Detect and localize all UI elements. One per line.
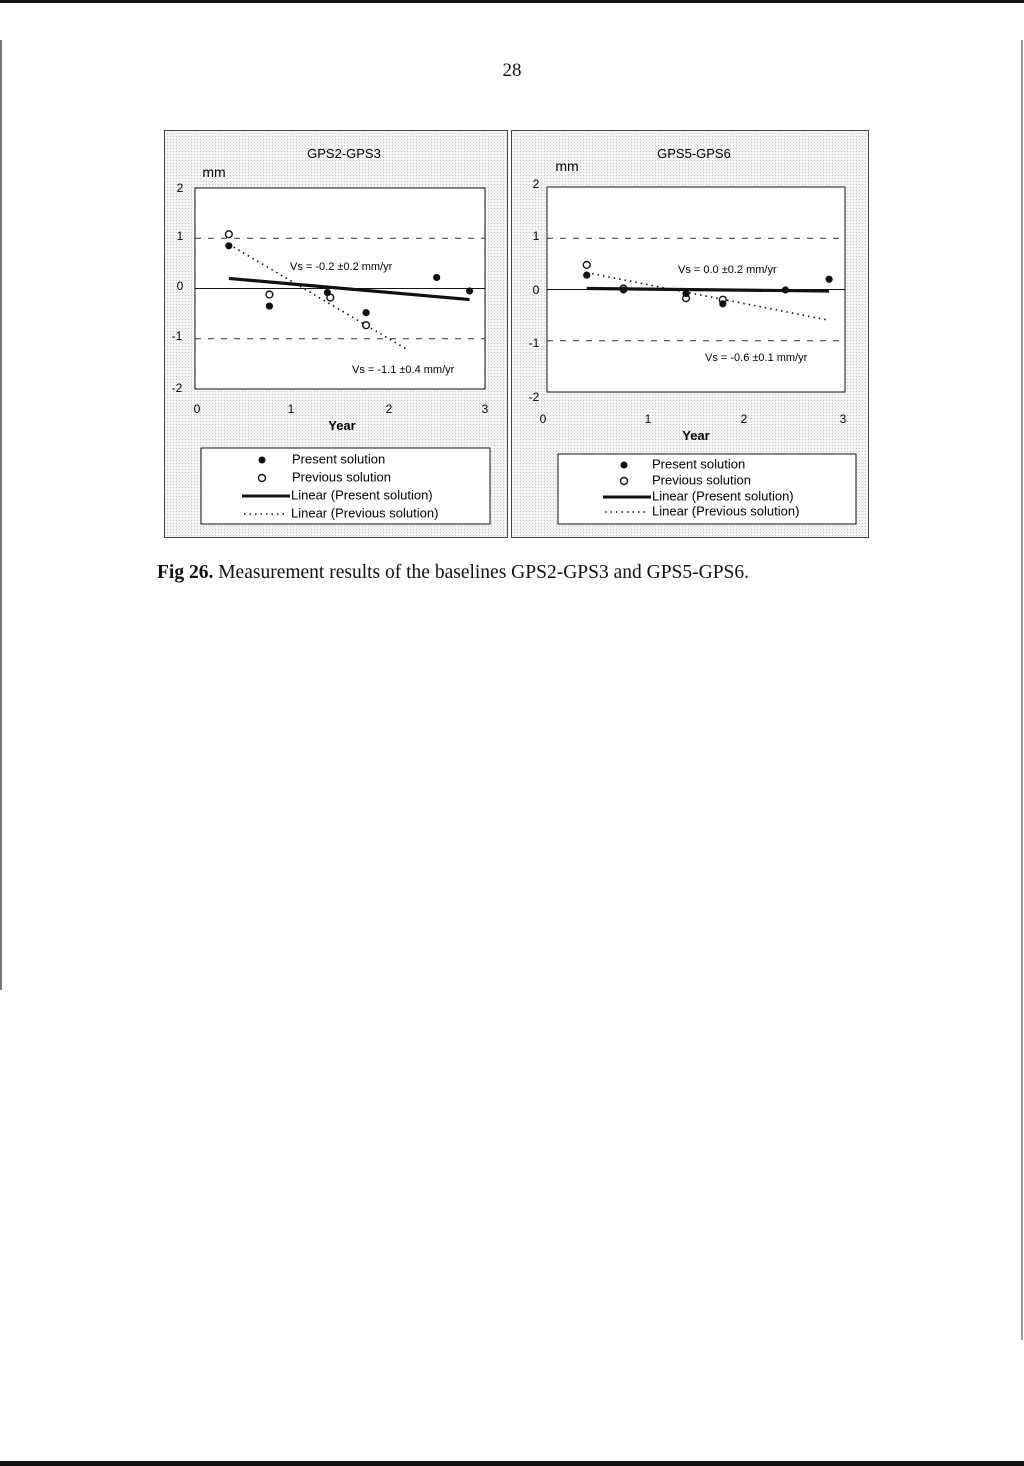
legend-linear-present-label: Linear (Present solution) — [291, 487, 433, 503]
point-previous — [225, 231, 232, 238]
annotation-previous-velocity: Vs = -1.1 ±0.4 mm/yr — [352, 364, 455, 376]
y-tick-label: 0 — [532, 283, 540, 297]
y-axis-label: mm — [202, 164, 226, 180]
x-tick-label: 2 — [740, 412, 748, 426]
point-previous — [583, 262, 590, 269]
point-present — [782, 286, 789, 293]
legend-present-marker — [259, 457, 266, 464]
chart-title: GPS2-GPS3 — [307, 146, 381, 161]
y-tick-label: 2 — [532, 177, 540, 191]
point-present — [225, 242, 232, 249]
legend-present-label: Present solution — [652, 456, 746, 472]
chart-title: GPS5-GPS6 — [657, 146, 731, 161]
legend-previous-label: Previous solution — [652, 472, 751, 488]
point-present — [719, 300, 726, 307]
top-rule — [0, 0, 1024, 3]
y-axis-label: mm — [555, 158, 579, 174]
point-present — [266, 302, 273, 309]
x-tick-label: 1 — [644, 412, 652, 426]
point-present — [583, 272, 590, 279]
y-tick-label: 2 — [176, 181, 184, 195]
point-previous — [266, 291, 273, 298]
legend-present-marker — [621, 462, 628, 469]
y-tick-label: 1 — [532, 229, 540, 243]
y-tick-label: -2 — [528, 390, 540, 404]
annotation-present-velocity: Vs = -0.2 ±0.2 mm/yr — [290, 261, 393, 273]
chart-gps2-gps3 — [164, 130, 508, 538]
legend-linear-previous-label: Linear (Previous solution) — [291, 505, 439, 521]
x-tick-label: 1 — [287, 402, 295, 416]
y-tick-label: -1 — [528, 336, 540, 350]
legend-linear-previous-label: Linear (Previous solution) — [652, 503, 800, 519]
left-page-edge — [0, 40, 2, 990]
point-present — [826, 276, 833, 283]
legend-previous-marker — [621, 478, 628, 485]
x-tick-label: 0 — [539, 412, 547, 426]
y-tick-label: 1 — [176, 229, 184, 243]
figure-caption-label: Fig 26. — [157, 562, 214, 583]
point-present — [433, 274, 440, 281]
chart-gps5-gps6 — [511, 130, 869, 538]
x-tick-label: 0 — [193, 402, 201, 416]
point-previous — [363, 322, 370, 329]
point-present — [682, 290, 689, 297]
y-tick-label: 0 — [176, 279, 184, 293]
point-present — [363, 309, 370, 316]
annotation-present-velocity: Vs = 0.0 ±0.2 mm/yr — [678, 264, 777, 276]
legend — [201, 448, 490, 524]
chart-panel-gps2-gps3 — [164, 130, 508, 538]
legend-present-label: Present solution — [292, 451, 386, 467]
x-axis-label: Year — [682, 428, 710, 443]
x-tick-label: 3 — [839, 412, 847, 426]
point-present — [324, 289, 331, 296]
point-present — [466, 287, 473, 294]
x-tick-label: 3 — [481, 402, 489, 416]
bottom-rule — [0, 1461, 1024, 1466]
x-tick-label: 2 — [385, 402, 393, 416]
y-tick-label: -1 — [171, 329, 183, 343]
figure-caption — [157, 562, 957, 584]
legend-previous-label: Previous solution — [292, 469, 391, 485]
legend — [558, 454, 856, 524]
chart-panel-gps5-gps6 — [511, 130, 869, 538]
figure-caption-text: Measurement results of the baselines GPS2-GPS3 and GPS5-GPS6. — [218, 562, 750, 583]
page-number: 28 — [502, 60, 522, 81]
legend-linear-present-label: Linear (Present solution) — [652, 488, 794, 504]
annotation-previous-velocity: Vs = -0.6 ±0.1 mm/yr — [705, 352, 808, 364]
point-present — [620, 286, 627, 293]
legend-previous-marker — [259, 475, 266, 482]
x-axis-label: Year — [328, 418, 356, 433]
y-tick-label: -2 — [171, 381, 183, 395]
right-page-edge — [1021, 40, 1023, 1340]
